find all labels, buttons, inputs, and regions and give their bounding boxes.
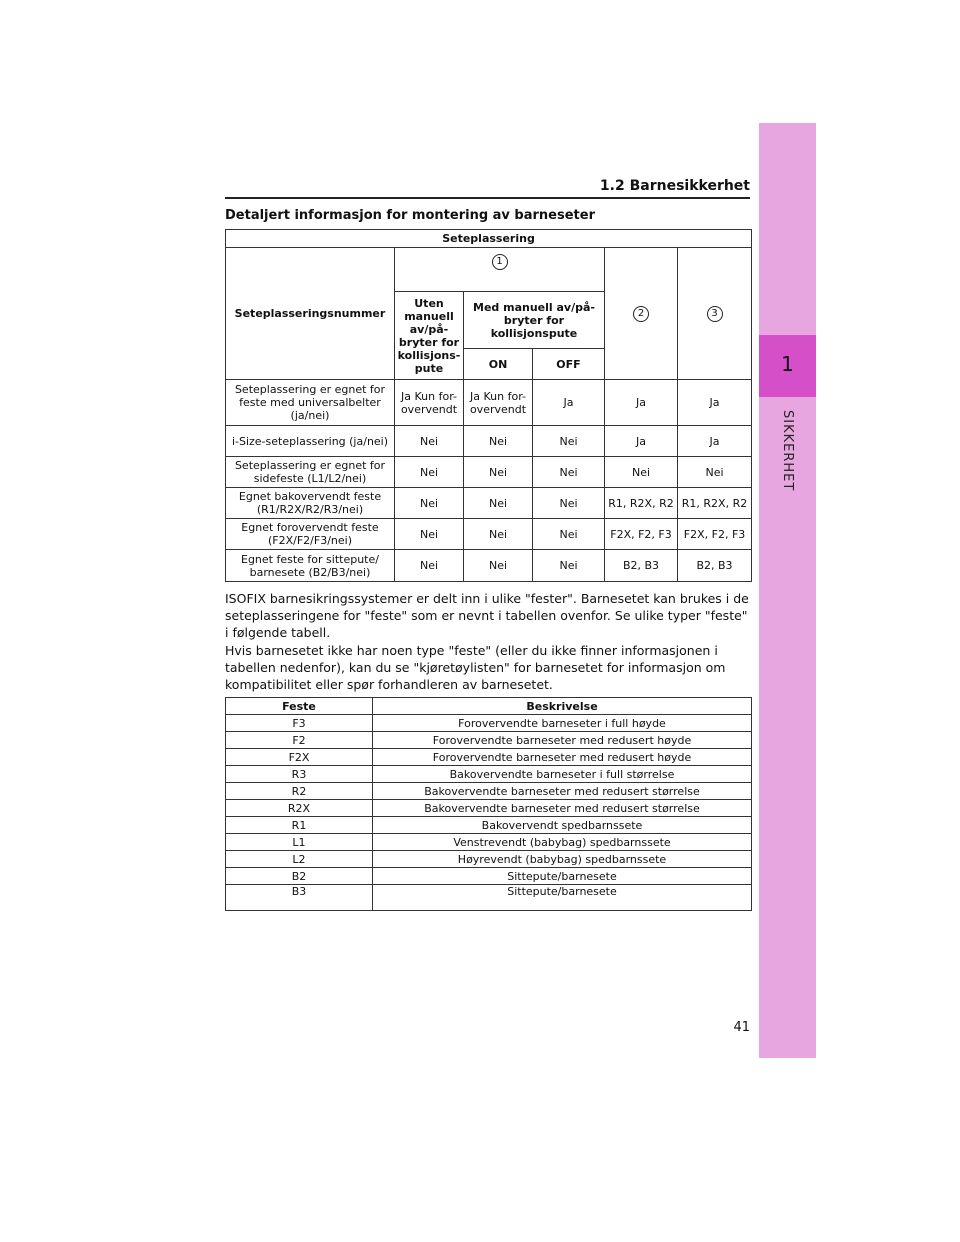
cell: B2, B3 <box>678 550 752 582</box>
fixture-description: Forovervendte barneseter med redusert høyde <box>373 749 752 766</box>
fixture-code: F2 <box>226 732 373 749</box>
super-header: Seteplassering <box>226 230 752 248</box>
circled-number-3: 3 <box>707 306 723 322</box>
chapter-number: 1 <box>781 352 794 376</box>
page-number: 41 <box>733 1020 750 1035</box>
fixture-code: R2X <box>226 800 373 817</box>
cell: Nei <box>395 488 464 519</box>
row-label: Egnet forovervendt feste (F2X/F2/F3/nei) <box>226 519 395 550</box>
fixture-description: Høyrevendt (babybag) spedbarnssete <box>373 851 752 868</box>
fixture-table <box>225 697 752 911</box>
cell: Ja Kun for-overvendt <box>395 380 464 426</box>
table-row <box>226 426 752 457</box>
cell: Nei <box>464 519 533 550</box>
section-header: 1.2 Barnesikkerhet <box>599 178 750 194</box>
table-row <box>226 732 752 749</box>
cell: F2X, F2, F3 <box>678 519 752 550</box>
seat-position-2 <box>605 248 678 380</box>
header-med: Med manuell av/på-bryter for kollisjonspute <box>464 292 605 349</box>
fixture-code: L2 <box>226 851 373 868</box>
row-label: Seteplassering er egnet for sidefeste (L1/L2/nei) <box>226 457 395 488</box>
cell: Nei <box>533 457 605 488</box>
table-row <box>226 550 752 582</box>
table-row <box>226 817 752 834</box>
fixture-description: Bakovervendt spedbarnssete <box>373 817 752 834</box>
fixture-code: R3 <box>226 766 373 783</box>
row-label: Egnet bakovervendt feste (R1/R2X/R2/R3/nei) <box>226 488 395 519</box>
row-header: Seteplasseringsnummer <box>226 248 395 380</box>
fixture-description: Bakovervendte barneseter i full størrelse <box>373 766 752 783</box>
fixture-code: B3 <box>226 885 373 911</box>
fixture-code: F3 <box>226 715 373 732</box>
fixture-code: L1 <box>226 834 373 851</box>
page-title: Detaljert informasjon for montering av barneseter <box>225 208 595 223</box>
header-uten: Uten manuell av/på-bryter for kollisjons-pute <box>395 292 464 380</box>
fixture-description: Sittepute/barnesete <box>373 885 752 911</box>
fixture-description: Sittepute/barnesete <box>373 868 752 885</box>
cell: Nei <box>395 457 464 488</box>
chapter-side-strip <box>759 123 816 1058</box>
cell: Ja <box>605 380 678 426</box>
cell: F2X, F2, F3 <box>605 519 678 550</box>
table-row <box>226 783 752 800</box>
table-row <box>226 457 752 488</box>
seat-position-1 <box>395 248 605 292</box>
cell: B2, B3 <box>605 550 678 582</box>
cell: Nei <box>464 488 533 519</box>
circled-number-1: 1 <box>492 254 508 270</box>
table-row <box>226 749 752 766</box>
cell: Ja <box>678 380 752 426</box>
table-row <box>226 851 752 868</box>
row-label: Seteplassering er egnet for feste med universalbelter (ja/nei) <box>226 380 395 426</box>
cell: Nei <box>395 550 464 582</box>
cell: Ja <box>533 380 605 426</box>
header-divider <box>225 197 750 199</box>
cell: Nei <box>533 519 605 550</box>
cell: Ja <box>605 426 678 457</box>
cell: Nei <box>464 426 533 457</box>
row-label: i-Size-seteplassering (ja/nei) <box>226 426 395 457</box>
fixture-code: F2X <box>226 749 373 766</box>
table-row <box>226 380 752 426</box>
table-row <box>226 715 752 732</box>
cell: Ja <box>678 426 752 457</box>
cell: R1, R2X, R2 <box>678 488 752 519</box>
table-row <box>226 488 752 519</box>
cell: Nei <box>464 550 533 582</box>
fixture-description: Bakovervendte barneseter med redusert størrelse <box>373 783 752 800</box>
cell: Nei <box>533 426 605 457</box>
fixture-description: Bakovervendte barneseter med redusert størrelse <box>373 800 752 817</box>
cell: Nei <box>605 457 678 488</box>
cell: R1, R2X, R2 <box>605 488 678 519</box>
header-off: OFF <box>533 349 605 380</box>
header-beskrivelse: Beskrivelse <box>373 698 752 715</box>
fixture-description: Venstrevendt (babybag) spedbarnssete <box>373 834 752 851</box>
cell: Nei <box>395 519 464 550</box>
table-row <box>226 800 752 817</box>
table-row <box>226 519 752 550</box>
cell: Nei <box>395 426 464 457</box>
seat-position-3 <box>678 248 752 380</box>
header-feste: Feste <box>226 698 373 715</box>
circled-number-2: 2 <box>633 306 649 322</box>
table-row <box>226 834 752 851</box>
cell: Ja Kun for-overvendt <box>464 380 533 426</box>
fixture-code: R1 <box>226 817 373 834</box>
paragraph-compatibility: Hvis barnesetet ikke har noen type "feste" (eller du ikke finner informasjonen i tabellen nedenfor), kan du se "kjøretøylisten" for barnesetet for informasjon om kompatibilitet eller spør forhandleren av barnesetet. <box>225 643 726 692</box>
fixture-description: Forovervendte barneseter med redusert høyde <box>373 732 752 749</box>
cell: Nei <box>533 488 605 519</box>
header-on: ON <box>464 349 533 380</box>
fixture-code: B2 <box>226 868 373 885</box>
table-row <box>226 766 752 783</box>
cell: Nei <box>678 457 752 488</box>
cell: Nei <box>464 457 533 488</box>
seat-position-table <box>225 229 752 582</box>
paragraph-isofix: ISOFIX barnesikringssystemer er delt inn i ulike "fester". Barnesetet kan brukes i de seteplasseringene for "feste" som er nevnt i tabellen ovenfor. Se ulike typer "feste" i følgende tabell. <box>225 591 749 640</box>
fixture-code: R2 <box>226 783 373 800</box>
chapter-name: SIKKERHET <box>780 410 795 492</box>
table-row <box>226 868 752 885</box>
fixture-description: Forovervendte barneseter i full høyde <box>373 715 752 732</box>
cell: Nei <box>533 550 605 582</box>
table-row <box>226 885 752 911</box>
row-label: Egnet feste for sittepute/ barnesete (B2/B3/nei) <box>226 550 395 582</box>
